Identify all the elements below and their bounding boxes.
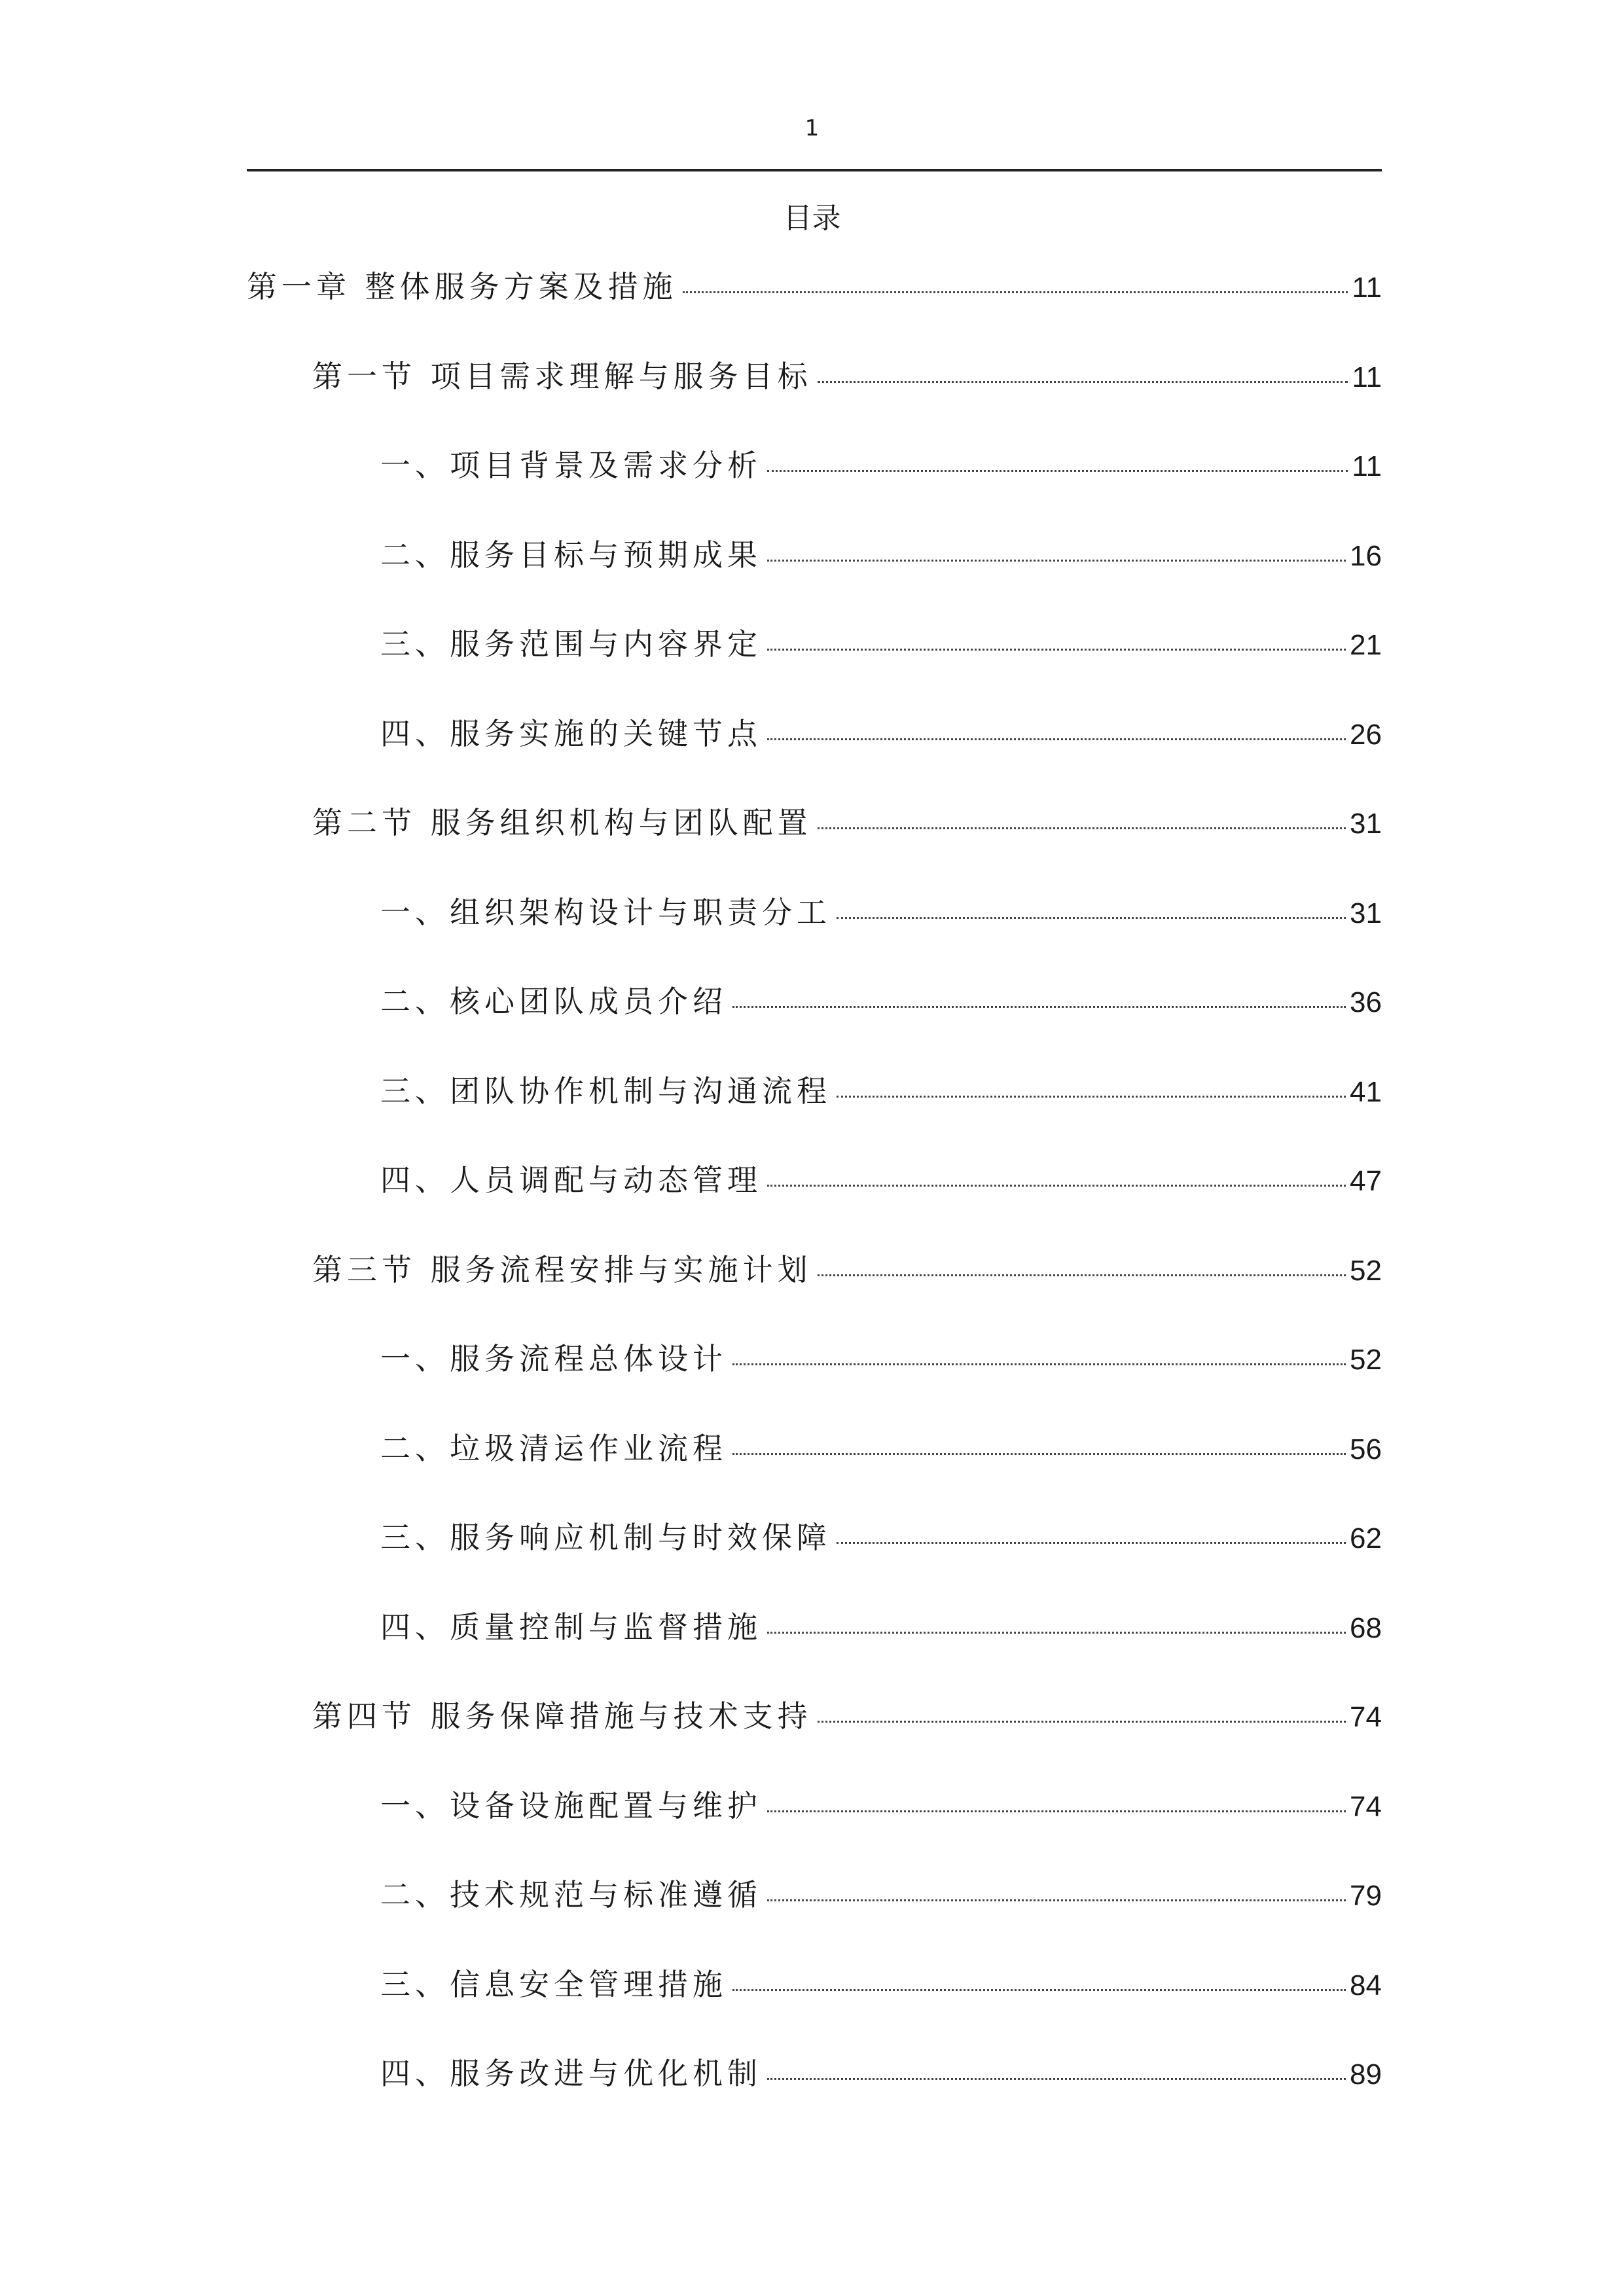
- toc-entry-text: 第一章 整体服务方案及措施: [247, 269, 677, 304]
- toc-entry-text: 一、服务流程总体设计: [380, 1341, 727, 1376]
- toc-entry-text: 二、垃圾清运作业流程: [380, 1430, 727, 1466]
- toc-entry-item[interactable]: [247, 1153, 1382, 1242]
- toc-entry-text: 一、项目背景及需求分析: [380, 448, 762, 483]
- toc-leader-dots: [767, 470, 1348, 472]
- toc-leader-dots: [683, 291, 1348, 293]
- toc-entry-text: 第三节 服务流程安排与实施计划: [312, 1251, 812, 1287]
- toc-leader-dots: [837, 917, 1346, 919]
- toc-entry-page: 74: [1350, 1701, 1382, 1733]
- toc-entry-section-1[interactable]: [247, 349, 1382, 439]
- toc-entry-page: 74: [1350, 1790, 1382, 1823]
- toc-entry-text: 二、技术规范与标准遵循: [380, 1877, 762, 1912]
- toc-leader-dots: [767, 1810, 1346, 1812]
- toc-entry-page: 47: [1350, 1165, 1382, 1197]
- toc-entry-item[interactable]: [247, 885, 1382, 975]
- toc-leader-dots: [767, 560, 1346, 562]
- toc-leader-dots: [767, 1899, 1346, 1901]
- toc-entry-page: 84: [1350, 1969, 1382, 2001]
- toc-entry-page: 16: [1350, 539, 1382, 572]
- toc-entry-page: 52: [1350, 1344, 1382, 1376]
- toc-entry-page: 52: [1350, 1254, 1382, 1287]
- toc-leader-dots: [837, 1542, 1346, 1544]
- toc-entry-page: 68: [1350, 1611, 1382, 1644]
- toc-entry-item[interactable]: [247, 1064, 1382, 1153]
- toc-entry-page: 11: [1352, 272, 1382, 304]
- toc-entry-text: 三、团队协作机制与沟通流程: [380, 1073, 831, 1109]
- toc-entry-page: 11: [1352, 361, 1382, 393]
- toc-entry-page: 31: [1350, 808, 1382, 840]
- toc-title: 目录: [783, 202, 841, 235]
- toc-entry-page: 89: [1350, 2058, 1382, 2090]
- toc-leader-dots: [818, 381, 1348, 383]
- toc-entry-text: 第四节 服务保障措施与技术支持: [312, 1698, 812, 1734]
- toc-entry-item[interactable]: [247, 706, 1382, 796]
- toc-entry-section-2[interactable]: [247, 795, 1382, 885]
- table-of-contents: [247, 259, 1382, 2136]
- toc-leader-dots: [767, 738, 1346, 740]
- toc-leader-dots: [818, 1274, 1346, 1276]
- toc-leader-dots: [837, 1096, 1346, 1098]
- toc-entry-page: 11: [1352, 450, 1382, 482]
- toc-entry-page: 31: [1350, 897, 1382, 929]
- toc-leader-dots: [818, 1721, 1346, 1723]
- toc-entry-text: 三、信息安全管理措施: [380, 1966, 727, 2002]
- toc-entry-text: 三、服务范围与内容界定: [380, 626, 762, 662]
- toc-leader-dots: [732, 1006, 1346, 1008]
- toc-leader-dots: [732, 1989, 1346, 1991]
- toc-entry-item[interactable]: [247, 1957, 1382, 2047]
- toc-entry-text: 二、核心团队成员介绍: [380, 984, 727, 1019]
- toc-leader-dots: [732, 1453, 1346, 1455]
- toc-leader-dots: [767, 1185, 1346, 1187]
- toc-entry-item[interactable]: [247, 1331, 1382, 1421]
- toc-leader-dots: [767, 649, 1346, 651]
- toc-leader-dots: [767, 1632, 1346, 1634]
- toc-entry-item[interactable]: [247, 2046, 1382, 2136]
- toc-entry-chapter-1[interactable]: [247, 259, 1382, 349]
- toc-entry-item[interactable]: [247, 1510, 1382, 1600]
- toc-leader-dots: [818, 827, 1346, 829]
- toc-leader-dots: [732, 1363, 1346, 1365]
- toc-entry-page: 26: [1350, 718, 1382, 751]
- toc-entry-item[interactable]: [247, 617, 1382, 706]
- toc-entry-item[interactable]: [247, 1867, 1382, 1957]
- toc-entry-item[interactable]: [247, 974, 1382, 1064]
- toc-entry-text: 四、服务改进与优化机制: [380, 2056, 762, 2091]
- toc-entry-page: 41: [1350, 1075, 1382, 1108]
- toc-entry-text: 第一节 项目需求理解与服务目标: [312, 358, 812, 394]
- page-number: 1: [804, 115, 820, 141]
- toc-entry-page: 36: [1350, 986, 1382, 1018]
- toc-entry-page: 21: [1350, 629, 1382, 661]
- toc-entry-text: 一、设备设施配置与维护: [380, 1787, 762, 1823]
- toc-entry-text: 一、组织架构设计与职责分工: [380, 894, 831, 930]
- toc-entry-page: 79: [1350, 1880, 1382, 1912]
- header-rule: [247, 169, 1382, 171]
- toc-entry-page: 62: [1350, 1522, 1382, 1554]
- toc-entry-section-4[interactable]: [247, 1689, 1382, 1778]
- toc-entry-page: 56: [1350, 1433, 1382, 1465]
- toc-entry-text: 四、人员调配与动态管理: [380, 1162, 762, 1198]
- toc-entry-section-3[interactable]: [247, 1242, 1382, 1332]
- toc-entry-item[interactable]: [247, 438, 1382, 528]
- toc-entry-text: 四、服务实施的关键节点: [380, 715, 762, 751]
- toc-entry-text: 四、质量控制与监督措施: [380, 1609, 762, 1645]
- toc-entry-text: 二、服务目标与预期成果: [380, 537, 762, 573]
- toc-entry-text: 第二节 服务组织机构与团队配置: [312, 805, 812, 840]
- toc-entry-item[interactable]: [247, 1778, 1382, 1868]
- toc-entry-text: 三、服务响应机制与时效保障: [380, 1520, 831, 1555]
- toc-entry-item[interactable]: [247, 528, 1382, 617]
- toc-entry-item[interactable]: [247, 1421, 1382, 1511]
- toc-leader-dots: [767, 2078, 1346, 2080]
- toc-entry-item[interactable]: [247, 1600, 1382, 1689]
